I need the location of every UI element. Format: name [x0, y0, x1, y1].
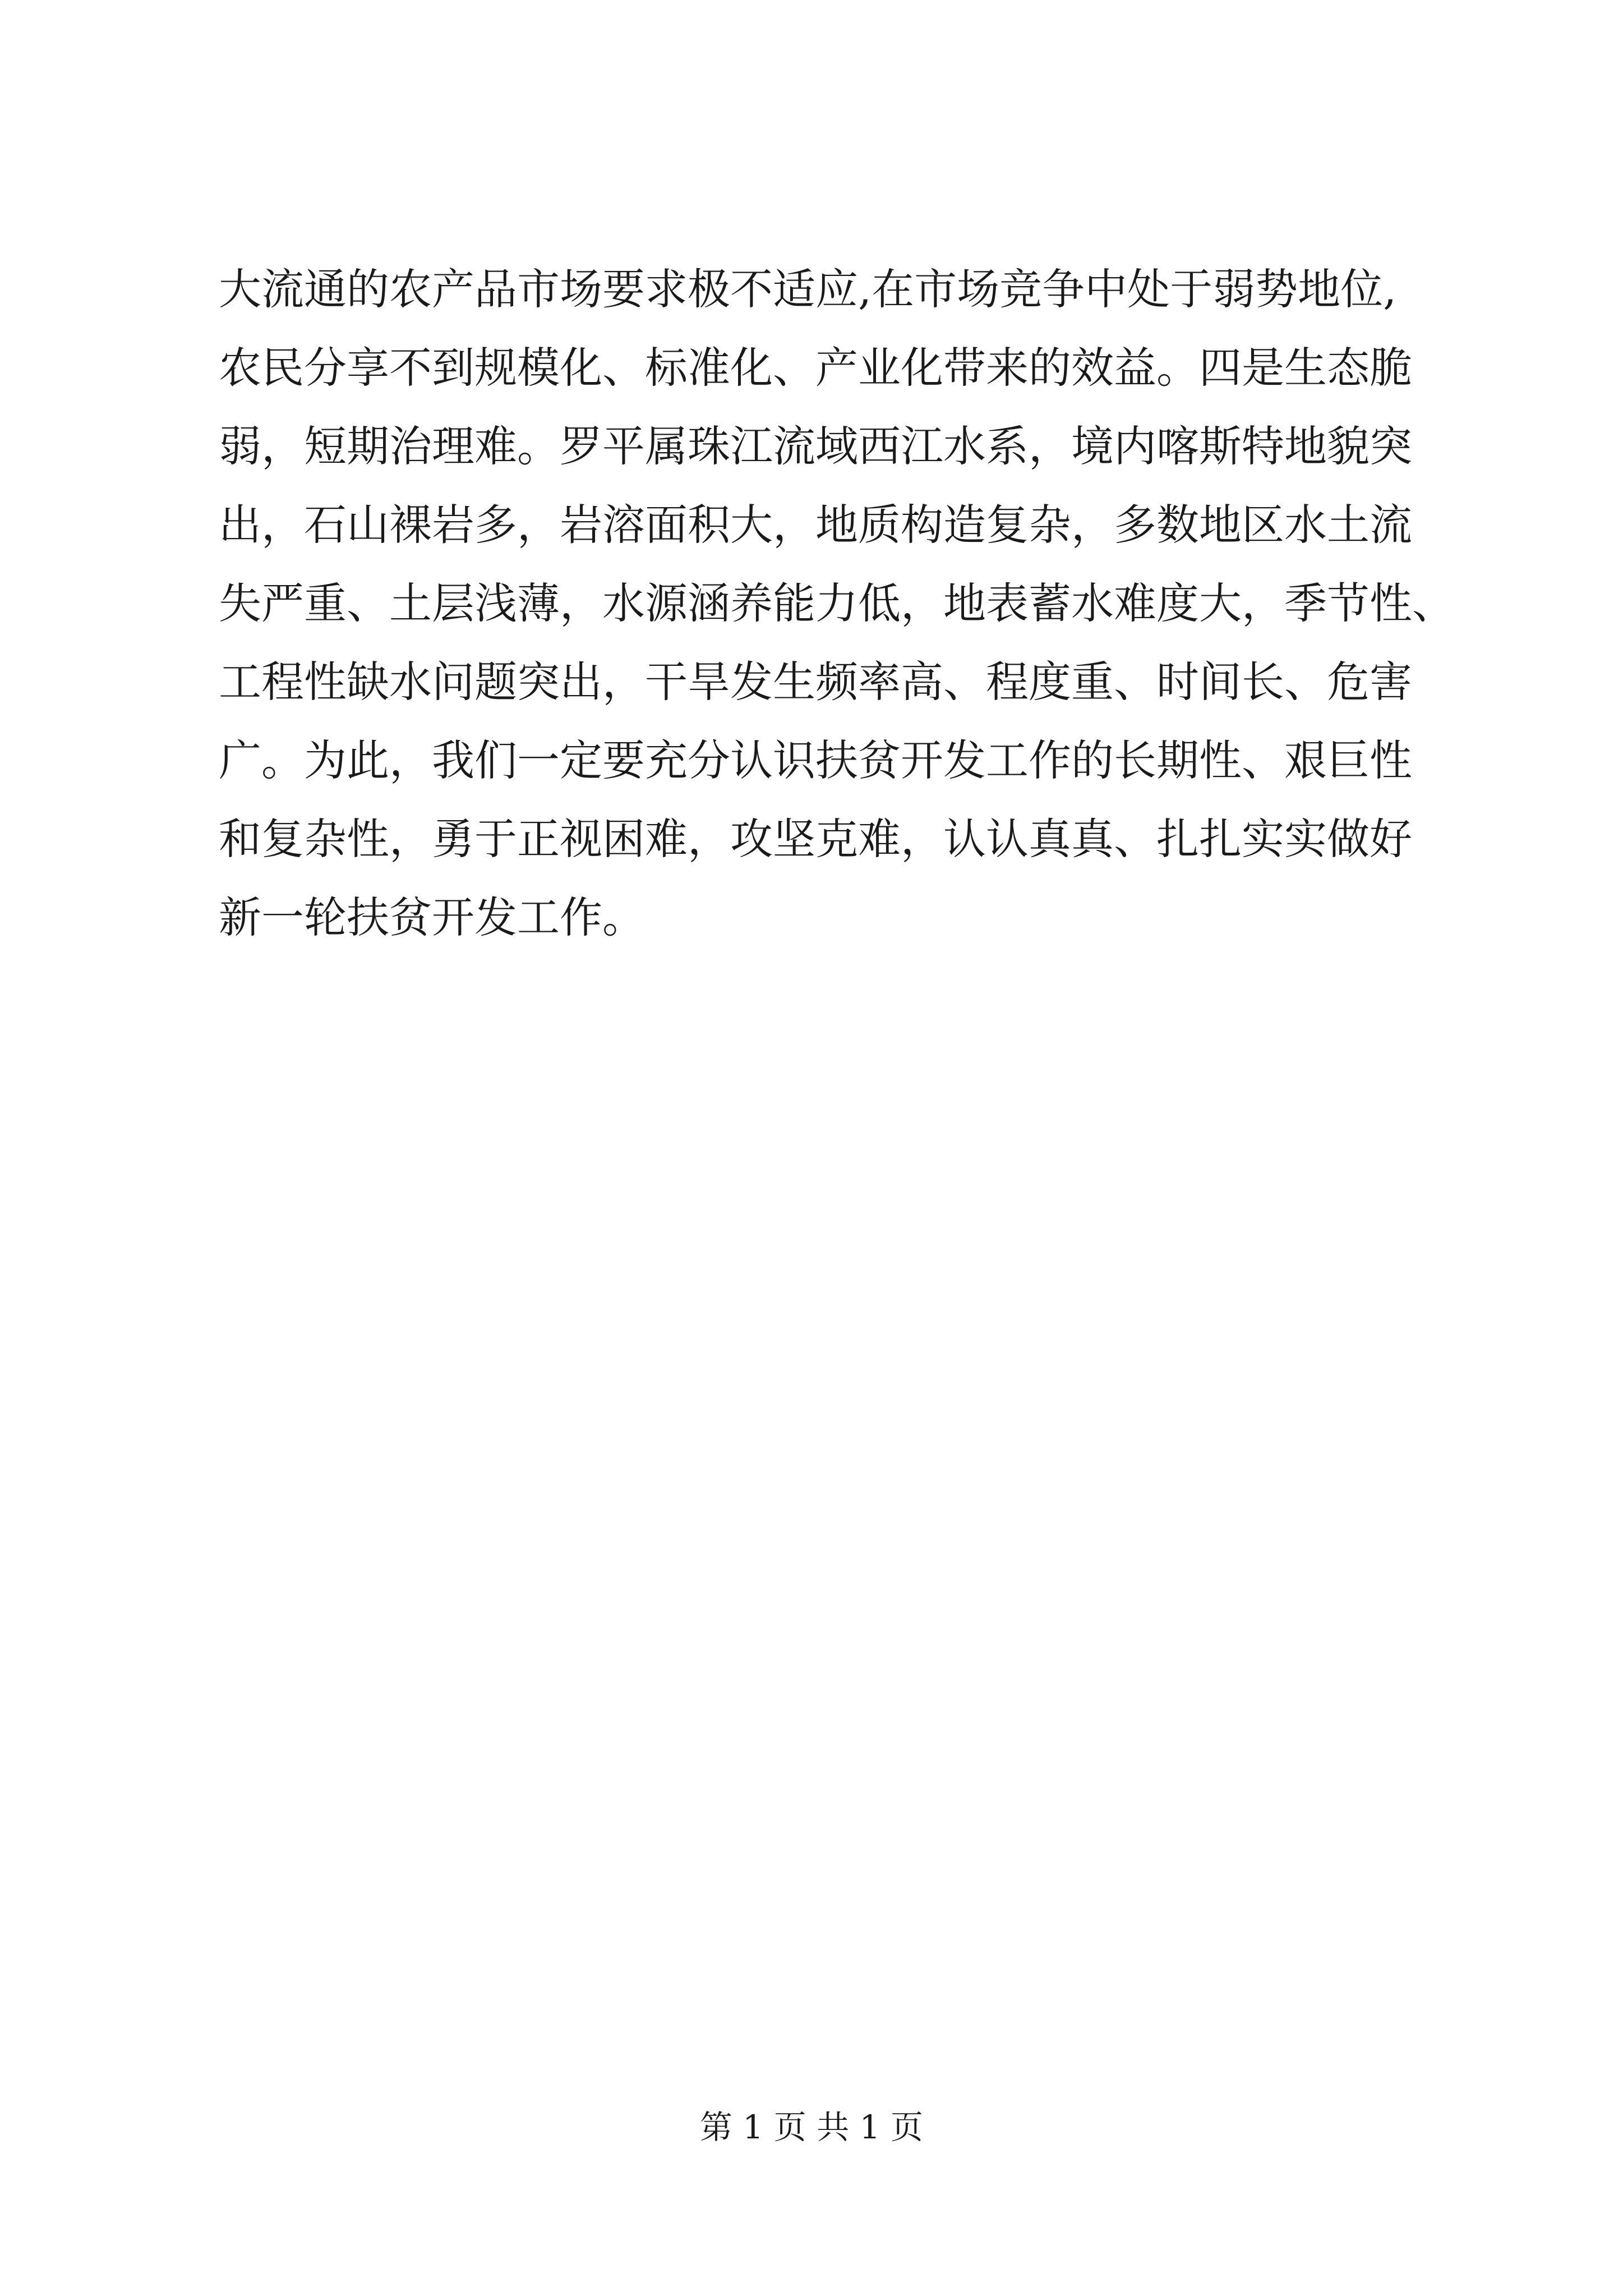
body-line: 弱，短期治理难。罗平属珠江流域西江水系，境内喀斯特地貌突: [219, 421, 1412, 471]
body-line: 农民分享不到规模化、标准化、产业化带来的效益。四是生态脆: [219, 343, 1412, 393]
body-line: 广。为此，我们一定要充分认识扶贫开发工作的长期性、艰巨性: [219, 735, 1412, 785]
body-line: 工程性缺水问题突出，干旱发生频率高、程度重、时间长、危害: [219, 657, 1412, 707]
body-line: 大流通的农产品市场要求极不适应,在市场竞争中处于弱势地位,: [219, 264, 1397, 314]
page-number-footer: 第 1 页 共 1 页: [700, 2108, 923, 2146]
body-line: 失严重、土层浅薄，水源涵养能力低，地表蓄水难度大，季节性、: [219, 578, 1455, 628]
body-line: 出，石山裸岩多，岩溶面积大，地质构造复杂，多数地区水土流: [219, 500, 1412, 550]
body-line: 新一轮扶贫开发工作。: [219, 892, 645, 942]
body-line: 和复杂性，勇于正视困难，攻坚克难，认认真真、扎扎实实做好: [219, 814, 1412, 864]
